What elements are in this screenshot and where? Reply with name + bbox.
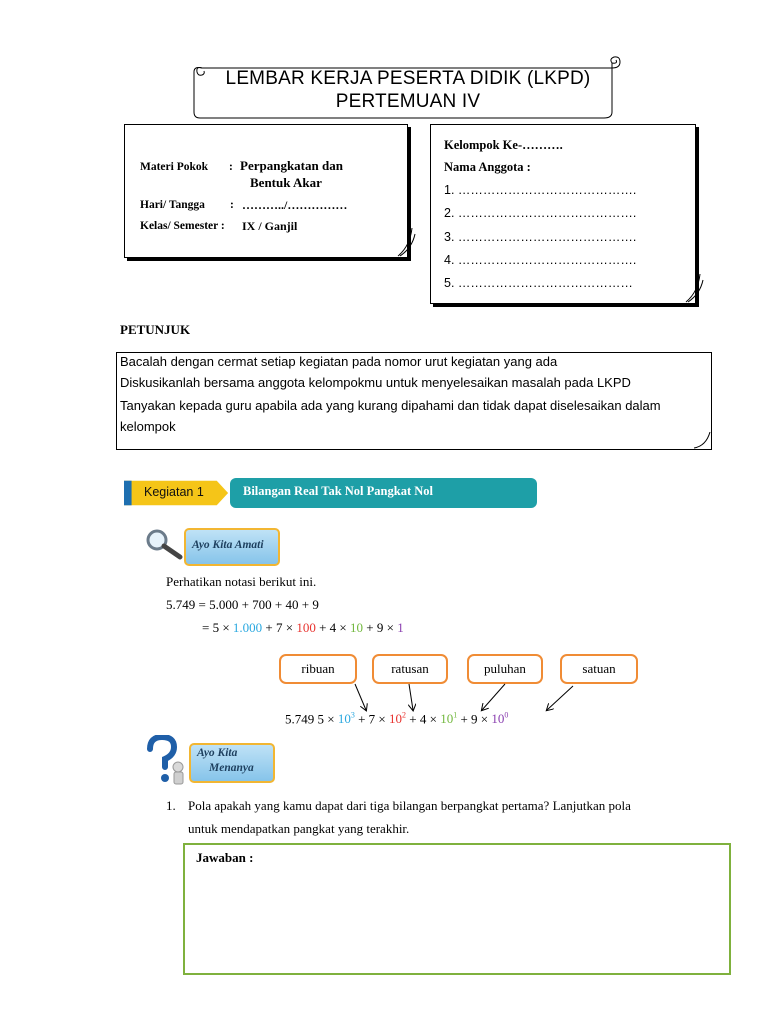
petunjuk-line: Diskusikanlah bersama anggota kelompokmu untuk menyelesaikan masalah pada LKPD bbox=[120, 375, 631, 390]
ayo-kita-menanya-label-2: Menanya bbox=[209, 762, 254, 774]
member-line: 3. ……………………………………. bbox=[444, 230, 637, 244]
question-mark-icon bbox=[144, 735, 190, 785]
eq2-text: + 7 × bbox=[262, 620, 297, 635]
eq3-text: + 4 × bbox=[406, 711, 441, 727]
eq2-value: 100 bbox=[296, 620, 316, 635]
member-line: 4. ……………………………………. bbox=[444, 253, 637, 267]
hari-value: ………../…………… bbox=[242, 198, 348, 212]
answer-box[interactable] bbox=[183, 843, 731, 975]
anggota-label: Nama Anggota : bbox=[444, 160, 531, 174]
place-box-satuan: satuan bbox=[560, 654, 638, 684]
intro-text: Perhatikan notasi berikut ini. bbox=[166, 574, 317, 589]
question-number: 1. bbox=[166, 798, 176, 813]
place-box-ribuan: ribuan bbox=[279, 654, 357, 684]
eq2-text: + 4 × bbox=[315, 620, 351, 635]
eq3-exp: 2 bbox=[402, 711, 407, 720]
place-box-ratusan: ratusan bbox=[372, 654, 448, 684]
arrow-ratusan bbox=[409, 684, 413, 710]
kegiatan-title: Bilangan Real Tak Nol Pangkat Nol bbox=[243, 484, 433, 498]
kelas-value: IX / Ganjil bbox=[242, 219, 298, 233]
materi-value-2: Bentuk Akar bbox=[250, 175, 322, 190]
question-line-2: untuk mendapatkan pangkat yang terakhir. bbox=[188, 821, 410, 836]
kelompok-label: Kelompok Ke-………. bbox=[444, 138, 563, 152]
eq3-base: 10 bbox=[440, 711, 454, 727]
petunjuk-line: Bacalah dengan cermat setiap kegiatan pada nomor urut kegiatan yang ada bbox=[120, 354, 558, 369]
eq2-value: 1.000 bbox=[232, 620, 263, 635]
eq2-text: = 5 × bbox=[202, 620, 233, 635]
eq3-exp: 0 bbox=[504, 711, 509, 720]
eq3-base: 10 bbox=[491, 711, 505, 727]
kelas-label: Kelas/ Semester : bbox=[140, 220, 225, 232]
ayo-kita-amati-label: Ayo Kita Amati bbox=[192, 539, 264, 551]
member-line: 5. …………………………………… bbox=[444, 276, 633, 290]
eq3-power bbox=[440, 711, 457, 726]
eq3-base: 10 bbox=[337, 711, 351, 727]
title-line-1: LEMBAR KERJA PESERTA DIDIK (LKPD) bbox=[225, 68, 591, 89]
eq3-text: 5.749 5 × bbox=[285, 711, 338, 727]
eq3-power bbox=[491, 711, 508, 726]
eq3-power bbox=[389, 711, 406, 726]
eq3-text: + 9 × bbox=[457, 711, 492, 727]
hari-label: Hari/ Tangga bbox=[140, 199, 205, 211]
eq2-value: 10 bbox=[350, 620, 364, 635]
ayo-kita-menanya-badge bbox=[189, 743, 275, 783]
arrow-ribuan bbox=[355, 684, 366, 710]
kegiatan-tag-label: Kegiatan 1 bbox=[144, 485, 204, 499]
equation-1: 5.749 = 5.000 + 700 + 40 + 9 bbox=[166, 597, 319, 612]
member-line: 2. ……………………………………. bbox=[444, 206, 637, 220]
eq3-power bbox=[338, 711, 355, 726]
eq3-exp: 3 bbox=[350, 711, 355, 720]
ayo-kita-menanya-label-1: Ayo Kita bbox=[197, 747, 238, 759]
place-box-puluhan: puluhan bbox=[467, 654, 543, 684]
hari-colon: : bbox=[230, 199, 234, 211]
question-line-1: Pola apakah yang kamu dapat dari tiga bilangan berpangkat pertama? Lanjutkan pola bbox=[188, 798, 631, 813]
eq3-text: + 7 × bbox=[354, 711, 390, 727]
arrow-satuan bbox=[547, 686, 573, 710]
materi-label: Materi Pokok bbox=[140, 161, 209, 173]
eq2-value: 1 bbox=[397, 620, 404, 635]
petunjuk-line: kelompok bbox=[120, 419, 176, 434]
materi-value-1: Perpangkatan dan bbox=[240, 158, 343, 173]
eq2-text: + 9 × bbox=[363, 620, 398, 635]
member-line: 1. ……………………………………. bbox=[444, 183, 637, 197]
eq3-exp: 1 bbox=[453, 711, 458, 720]
petunjuk-heading: PETUNJUK bbox=[120, 322, 191, 337]
arrow-puluhan bbox=[482, 684, 505, 710]
materi-colon: : bbox=[229, 161, 233, 173]
answer-label: Jawaban : bbox=[196, 850, 254, 865]
eq3-base: 10 bbox=[389, 711, 403, 727]
petunjuk-line: Tanyakan kepada guru apabila ada yang kurang dipahami dan tidak dapat diselesaikan dalam bbox=[120, 398, 661, 413]
title-line-2: PERTEMUAN IV bbox=[335, 91, 481, 112]
equation-3 bbox=[285, 711, 508, 727]
